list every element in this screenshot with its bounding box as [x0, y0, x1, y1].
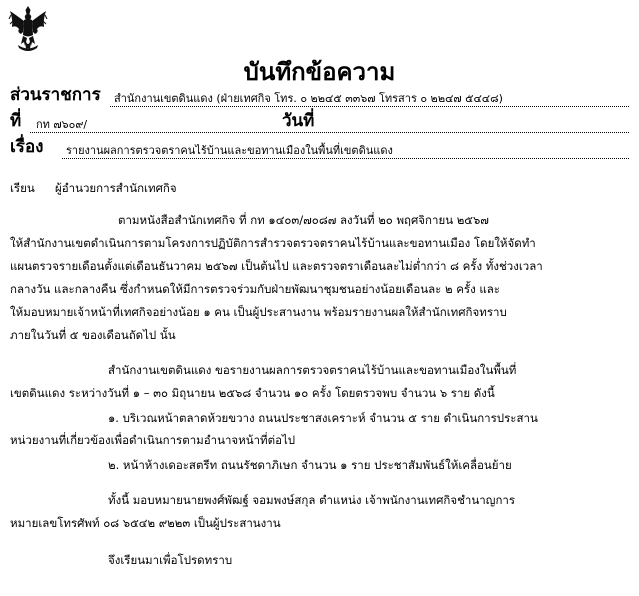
memo-title: บันทึกข้อความ [243, 58, 396, 86]
reference-row [10, 111, 629, 136]
subject-row [10, 137, 629, 162]
garuda-emblem-icon [8, 5, 48, 53]
date-label: วันที่ [282, 111, 315, 131]
reference-label: ที่ [10, 111, 22, 131]
list-item-1: ๑. บริเวณหน้าตลาดห้วยขวาง ถนนประชาสงเคราะห์ จำนวน ๕ ราย ดำเนินการประสาน [108, 411, 538, 425]
agency-value: สำนักงานเขตดินแดง (ฝ่ายเทศกิจ โทร. ๐ ๒๒๔๕ ๓๓๖๗ โทรสาร ๐ ๒๒๔๗ ๕๔๔๘) [114, 92, 503, 105]
body-line: ให้สำนักงานเขตดำเนินการตามโครงการปฏิบัติการสำรวจตรวจตราคนไร้บ้านและขอทานเมือง โดยให้จัดทำ [10, 236, 536, 250]
subject-value: รายงานผลการตรวจตราคนไร้บ้านและขอทานเมืองในพื้นที่เขตดินแดง [66, 144, 393, 157]
reference-value: กท ๗๖๐๙/ [36, 118, 88, 131]
body-line: ให้มอบหมายเจ้าหน้าที่เทศกิจอย่างน้อย ๑ คน เป็นผู้ประสานงาน พร้อมรายงานผลให้สำนักเทศกิจทราบ [10, 305, 507, 319]
reference-dotted-line [30, 132, 629, 133]
closing-line: จึงเรียนมาเพื่อโปรดทราบ [108, 553, 233, 567]
agency-label: ส่วนราชการ [10, 85, 101, 105]
list-item-2: ๒. หน้าห้างเดอะสตรีท ถนนรัชดาภิเษก จำนวน ๑ ราย ประชาสัมพันธ์ให้เคลื่อนย้าย [108, 458, 512, 472]
list-item-1-continued: หน่วยงานที่เกี่ยวข้องเพื่อดำเนินการตามอำนาจหน้าที่ต่อไป [10, 433, 296, 447]
salutation-label: เรียน [10, 181, 35, 195]
body-line: เขตดินแดง ระหว่างวันที่ ๑ – ๓๐ มิถุนายน ๒๕๖๘ จำนวน ๑๐ ครั้ง โดยตรวจพบ จำนวน ๖ ราย ดังนี้ [10, 386, 495, 400]
subject-label: เรื่อง [10, 137, 44, 157]
salutation-recipient: ผู้อำนวยการสำนักเทศกิจ [55, 181, 177, 195]
body-line: สำนักงานเขตดินแดง ขอรายงานผลการตรวจตราคนไร้บ้านและขอทานเมืองในพื้นที่ [108, 363, 517, 377]
body-line: กลางวัน และกลางคืน ซึ่งกำหนดให้มีการตรวจร่วมกับฝ่ายพัฒนาชุมชนอย่างน้อยเดือนละ ๒ ครั้ง และ [10, 282, 500, 296]
body-line: ทั้งนี้ มอบหมายนายพงศ์พัฒฐ์ จอมพงษ์สกุล ตำแหน่ง เจ้าพนักงานเทศกิจชำนาญการ [108, 493, 516, 507]
body-line: หมายเลขโทรศัพท์ ๐๘ ๖๕๔๒ ๙๒๒๓ เป็นผู้ประสานงาน [10, 516, 281, 530]
agency-row [10, 85, 629, 110]
body-line: ภายในวันที่ ๕ ของเดือนถัดไป นั้น [10, 328, 176, 342]
body-line: ตามหนังสือสำนักเทศกิจ ที่ กท ๑๔๐๓/๗๐๘๗ ลงวันที่ ๒๐ พฤศจิกายน ๒๕๖๗ [118, 213, 489, 227]
body-line: แผนตรวจรายเดือนตั้งแต่เดือนธันวาคม ๒๕๖๗ เป็นต้นไป และตรวจตราเดือนละไม่ต่ำกว่า ๘ ครั้ง ทั้งช่วงเวลา [10, 259, 543, 273]
